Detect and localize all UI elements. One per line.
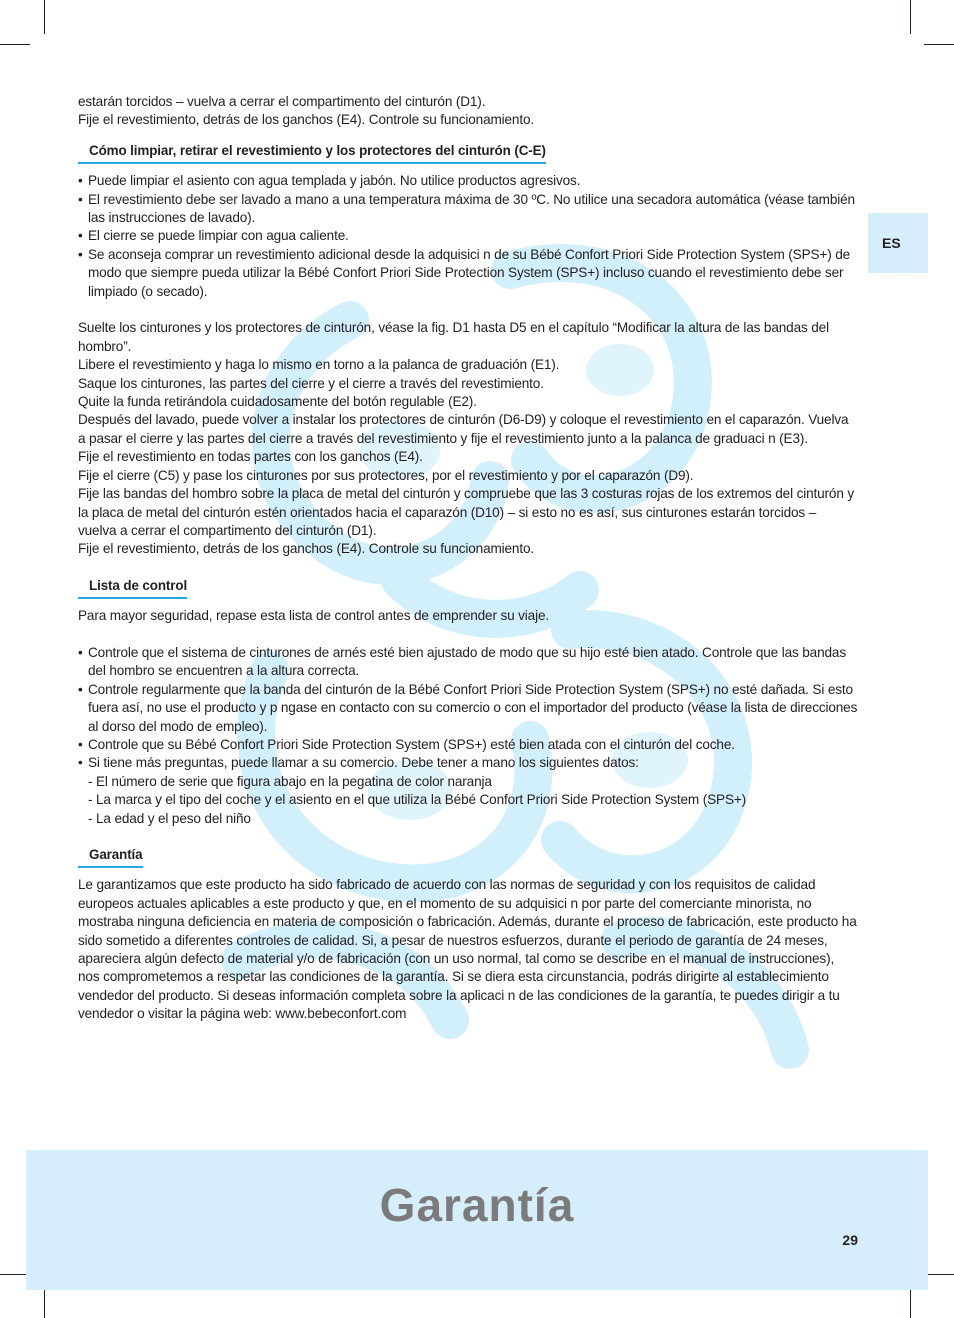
list-item: - La edad y el peso del niño [78, 810, 858, 828]
paragraph: Fije el revestimiento en todas partes con los ganchos (E4). [78, 449, 423, 465]
paragraph: Saque los cinturones, las partes del cierre y el cierre a través del revestimiento. [78, 375, 544, 391]
footer-band [26, 1150, 928, 1290]
list-item: • Se aconseja comprar un revestimiento adicional desde la adquisici n de su Bébé Confort Priori Side Protection System (SPS+) de modo que siempre pueda utilizar la Bébé Confort Priori Side Protection System (SPS+) incluso cuando el revestimiento debe ser limpiado (o secado). [78, 246, 858, 301]
language-tab: ES [868, 213, 928, 273]
list-item: - La marca y el tipo del coche y el asiento en el que utiliza la Bébé Confort Priori Side Protection System (SPS+) [78, 791, 858, 809]
crop-mark [924, 44, 954, 45]
page-number: 29 [842, 1232, 858, 1248]
checklist-bullets [78, 644, 858, 773]
crop-mark [0, 44, 30, 45]
crop-mark [910, 0, 911, 34]
crop-mark [44, 0, 45, 34]
list-item: • Controle que su Bébé Confort Priori Side Protection System (SPS+) esté bien atada con el cinturón del coche. [78, 736, 858, 754]
section-heading-wrap [78, 142, 858, 164]
intro-line: Fije el revestimiento, detrás de los ganchos (E4). Controle su funcionamiento. [78, 112, 535, 128]
checklist-sub-items [78, 773, 858, 828]
heading-checklist: Lista de control [78, 577, 187, 599]
list-item: • Puede limpiar el asiento con agua templada y jabón. No utilice productos agresivos. [78, 172, 858, 190]
paragraph: Fije el cierre (C5) y pase los cinturones por sus protectores, por el revestimiento y por el caparazón (D9). [78, 467, 694, 483]
cleaning-bullets [78, 172, 858, 301]
page-content [78, 93, 858, 1024]
list-item: • Si tiene más preguntas, puede llamar a su comercio. Debe tener a mano los siguientes datos: [78, 754, 858, 772]
paragraph: Libere el revestimiento y haga lo mismo en torno a la palanca de graduación (E1). [78, 357, 560, 373]
paragraph: Fije el revestimiento, detrás de los ganchos (E4). Controle su funcionamiento. [78, 541, 535, 557]
heading-cleaning: Cómo limpiar, retirar el revestimiento y los protectores del cinturón (C-E) [78, 142, 546, 164]
list-item: • El revestimiento debe ser lavado a mano a una temperatura máxima de 30 ºC. No utilice una secadora automática (véase también las instrucciones de lavado). [78, 191, 858, 228]
crop-mark [924, 1274, 954, 1275]
warranty-text: Le garantizamos que este producto ha sido fabricado de acuerdo con las normas de seguridad y con los requisitos de calidad europeos actuales aplicables a este producto y que, en el momento de su adquisici n por parte del comerciante minorista, no mostraba ninguna deficiencia en materia de composición o fabricación. Además, durante el proceso de fabricación, este producto ha sido sometido a diferentes controles de calidad. Si, a pesar de nuestros esfuerzos, durante el periodo de garantía de 24 meses, apareciera algún defecto de material y/o de fabricación (con un uso normal, tal como se describe en el manual de instrucciones), nos comprometemos a respetar las condiciones de la garantía. Si se diera esta circunstancia, podrás dirigirte al establecimiento vendedor del producto. Si deseas información completa sobre la aplicaci n de las condiciones de la garantía, te puedes dirigir a tu vendedor o visitar la página web: www.bebeconfort.com [78, 877, 857, 1022]
list-item: • Controle regularmente que la banda del cinturón de la Bébé Confort Priori Side Protection System (SPS+) no esté dañada. Si esto fuera así, no use el producto y p ngase en contacto con su comercio o con el importador del producto (véase la lista de direcciones al dorso del modo de empleo). [78, 681, 858, 736]
paragraph: Quite la funda retirándola cuidadosamente del botón regulable (E2). [78, 394, 477, 410]
list-item: - El número de serie que figura abajo en la pegatina de color naranja [78, 773, 858, 791]
section-heading-wrap [78, 577, 858, 599]
paragraph: Fije las bandas del hombro sobre la placa de metal del cinturón y compruebe que las 3 costuras rojas de los extremos del cinturón y la placa de metal del cinturón estén orientados hacia el caparazón (D10) – si esto no es así, sus cinturones estarán torcidos – vuelva a cerrar el compartimento del cinturón (D1). [78, 486, 855, 538]
heading-warranty: Garantía [78, 846, 143, 868]
paragraph: Suelte los cinturones y los protectores de cinturón, véase la fig. D1 hasta D5 en el capítulo “Modificar la altura de las bandas del hombro”. [78, 320, 829, 354]
checklist-intro: Para mayor seguridad, repase esta lista de control antes de emprender su viaje. [78, 608, 549, 624]
list-item: • El cierre se puede limpiar con agua caliente. [78, 227, 858, 245]
footer-title: Garantía [379, 1179, 575, 1231]
intro-line: estarán torcidos – vuelva a cerrar el compartimento del cinturón (D1). [78, 94, 486, 109]
paragraph: Después del lavado, puede volver a instalar los protectores de cinturón (D6-D9) y coloque el revestimiento en el caparazón. Vuelva a pasar el cierre y las partes del cierre a través del revestimiento y fije el revestimiento junto a la palanca de graduaci n (E3). [78, 412, 849, 446]
list-item: • Controle que el sistema de cinturones de arnés esté bien ajustado de modo que su hijo esté bien atado. Controle que las bandas del hombro se encuentren a la altura correcta. [78, 644, 858, 681]
section-heading-wrap [78, 846, 858, 868]
